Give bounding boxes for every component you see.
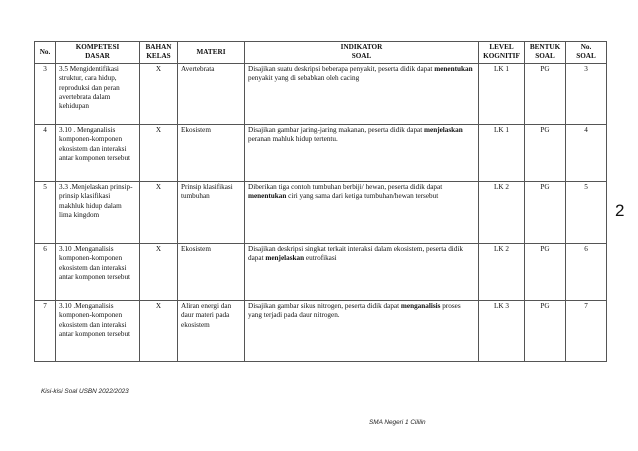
cell-kelas: X xyxy=(140,243,178,300)
header-no-soal: No. SOAL xyxy=(566,42,607,64)
header-no: No. xyxy=(35,42,56,64)
cell-bentuk: PG xyxy=(525,181,566,243)
footer-school-name: SMA Negeri 1 Cililin xyxy=(369,419,426,426)
cell-no: 7 xyxy=(35,300,56,361)
cell-kelas: X xyxy=(140,63,178,124)
header-row xyxy=(35,42,607,64)
cell-materi: Avertebrata xyxy=(178,63,245,124)
cell-no: 6 xyxy=(35,243,56,300)
cell-kelas: X xyxy=(140,124,178,181)
cell-kompetensi-dasar: 3.10 .Menganalisis komponen-komponen ekosistem dan interaksi antar komponen tersebut xyxy=(56,300,140,361)
header-bentuk-soal: BENTUK SOAL xyxy=(525,42,566,64)
cell-bentuk: PG xyxy=(525,243,566,300)
indikator-keyword: menentukan xyxy=(434,64,473,73)
indikator-keyword: menjelaskan xyxy=(265,254,305,263)
cell-bentuk: PG xyxy=(525,63,566,124)
footer-document-title: Kisi-kisi Soal USBN 2022/2023 xyxy=(41,388,129,395)
cell-level: LK 2 xyxy=(479,243,525,300)
cell-indikator: Disajikan gambar sikus nitrogen, peserta didik dapat menganalisis proses yang terjadi pada daur nitrogen. xyxy=(245,300,479,361)
indikator-keyword: menjelaskan xyxy=(424,125,463,134)
cell-kelas: X xyxy=(140,181,178,243)
table-row xyxy=(35,181,607,243)
cell-indikator: Disajikan suatu deskripsi beberapa penyakit, peserta didik dapat menentukan penyakit yang di sebabkan oleh cacing xyxy=(245,63,479,124)
cell-bentuk: PG xyxy=(525,124,566,181)
cell-nomor: 5 xyxy=(566,181,607,243)
cell-indikator: Diberikan tiga contoh tumbuhan berbiji/ hewan, peserta didik dapat menentukan ciri yang sama dari ketiga tumbuhan/hewan tersebut xyxy=(245,181,479,243)
cell-level: LK 1 xyxy=(479,63,525,124)
cell-materi: Prinsip klasifikasi tumbuhan xyxy=(178,181,245,243)
cell-kompetensi-dasar: 3.5 Mengidentifikasi struktur, cara hidup, reproduksi dan peran avertebrata dalam kehidupan xyxy=(56,63,140,124)
table-row xyxy=(35,63,607,124)
cell-no: 5 xyxy=(35,181,56,243)
cell-kompetensi-dasar: 3.10 .Menganalisis komponen-komponen ekosistem dan interaksi antar komponen tersebut xyxy=(56,243,140,300)
cell-materi: Ekosistem xyxy=(178,124,245,181)
header-materi: MATERI xyxy=(178,42,245,64)
cell-indikator: Disajikan gambar jaring-jaring makanan, peserta didik dapat menjelaskan peranan mahluk hidup tertentu. xyxy=(245,124,479,181)
header-kompetensi-dasar: KOMPETESI DASAR xyxy=(56,42,140,64)
page-number: 2 xyxy=(615,201,625,220)
cell-kelas: X xyxy=(140,300,178,361)
cell-level: LK 1 xyxy=(479,124,525,181)
kisi-kisi-table xyxy=(34,41,607,362)
cell-indikator: Disajikan deskripsi singkat terkait interaksi dalam ekosistem, peserta didik dapat menjelaskan eutrofikasi xyxy=(245,243,479,300)
table-row xyxy=(35,124,607,181)
cell-materi: Aliran energi dan daur materi pada ekosistem xyxy=(178,300,245,361)
cell-nomor: 6 xyxy=(566,243,607,300)
cell-nomor: 4 xyxy=(566,124,607,181)
cell-kompetensi-dasar: 3.3 .Menjelaskan prinsip-prinsip klasifikasi makhluk hidup dalam lima kingdom xyxy=(56,181,140,243)
table-row xyxy=(35,243,607,300)
cell-level: LK 3 xyxy=(479,300,525,361)
cell-kompetensi-dasar: 3.10 . Menganalisis komponen-komponen ekosistem dan interaksi antar komponen tersebut xyxy=(56,124,140,181)
cell-materi: Ekosistem xyxy=(178,243,245,300)
cell-no: 3 xyxy=(35,63,56,124)
cell-no: 4 xyxy=(35,124,56,181)
header-bahan-kelas: BAHAN KELAS xyxy=(140,42,178,64)
indikator-keyword: menentukan xyxy=(248,192,287,201)
header-level-kognitif: LEVEL KOGNITIF xyxy=(479,42,525,64)
table-row xyxy=(35,300,607,361)
indikator-keyword: menganalisis xyxy=(400,301,441,310)
cell-level: LK 2 xyxy=(479,181,525,243)
cell-nomor: 7 xyxy=(566,300,607,361)
cell-bentuk: PG xyxy=(525,300,566,361)
header-indikator-soal: INDIKATOR SOAL xyxy=(245,42,479,64)
cell-nomor: 3 xyxy=(566,63,607,124)
